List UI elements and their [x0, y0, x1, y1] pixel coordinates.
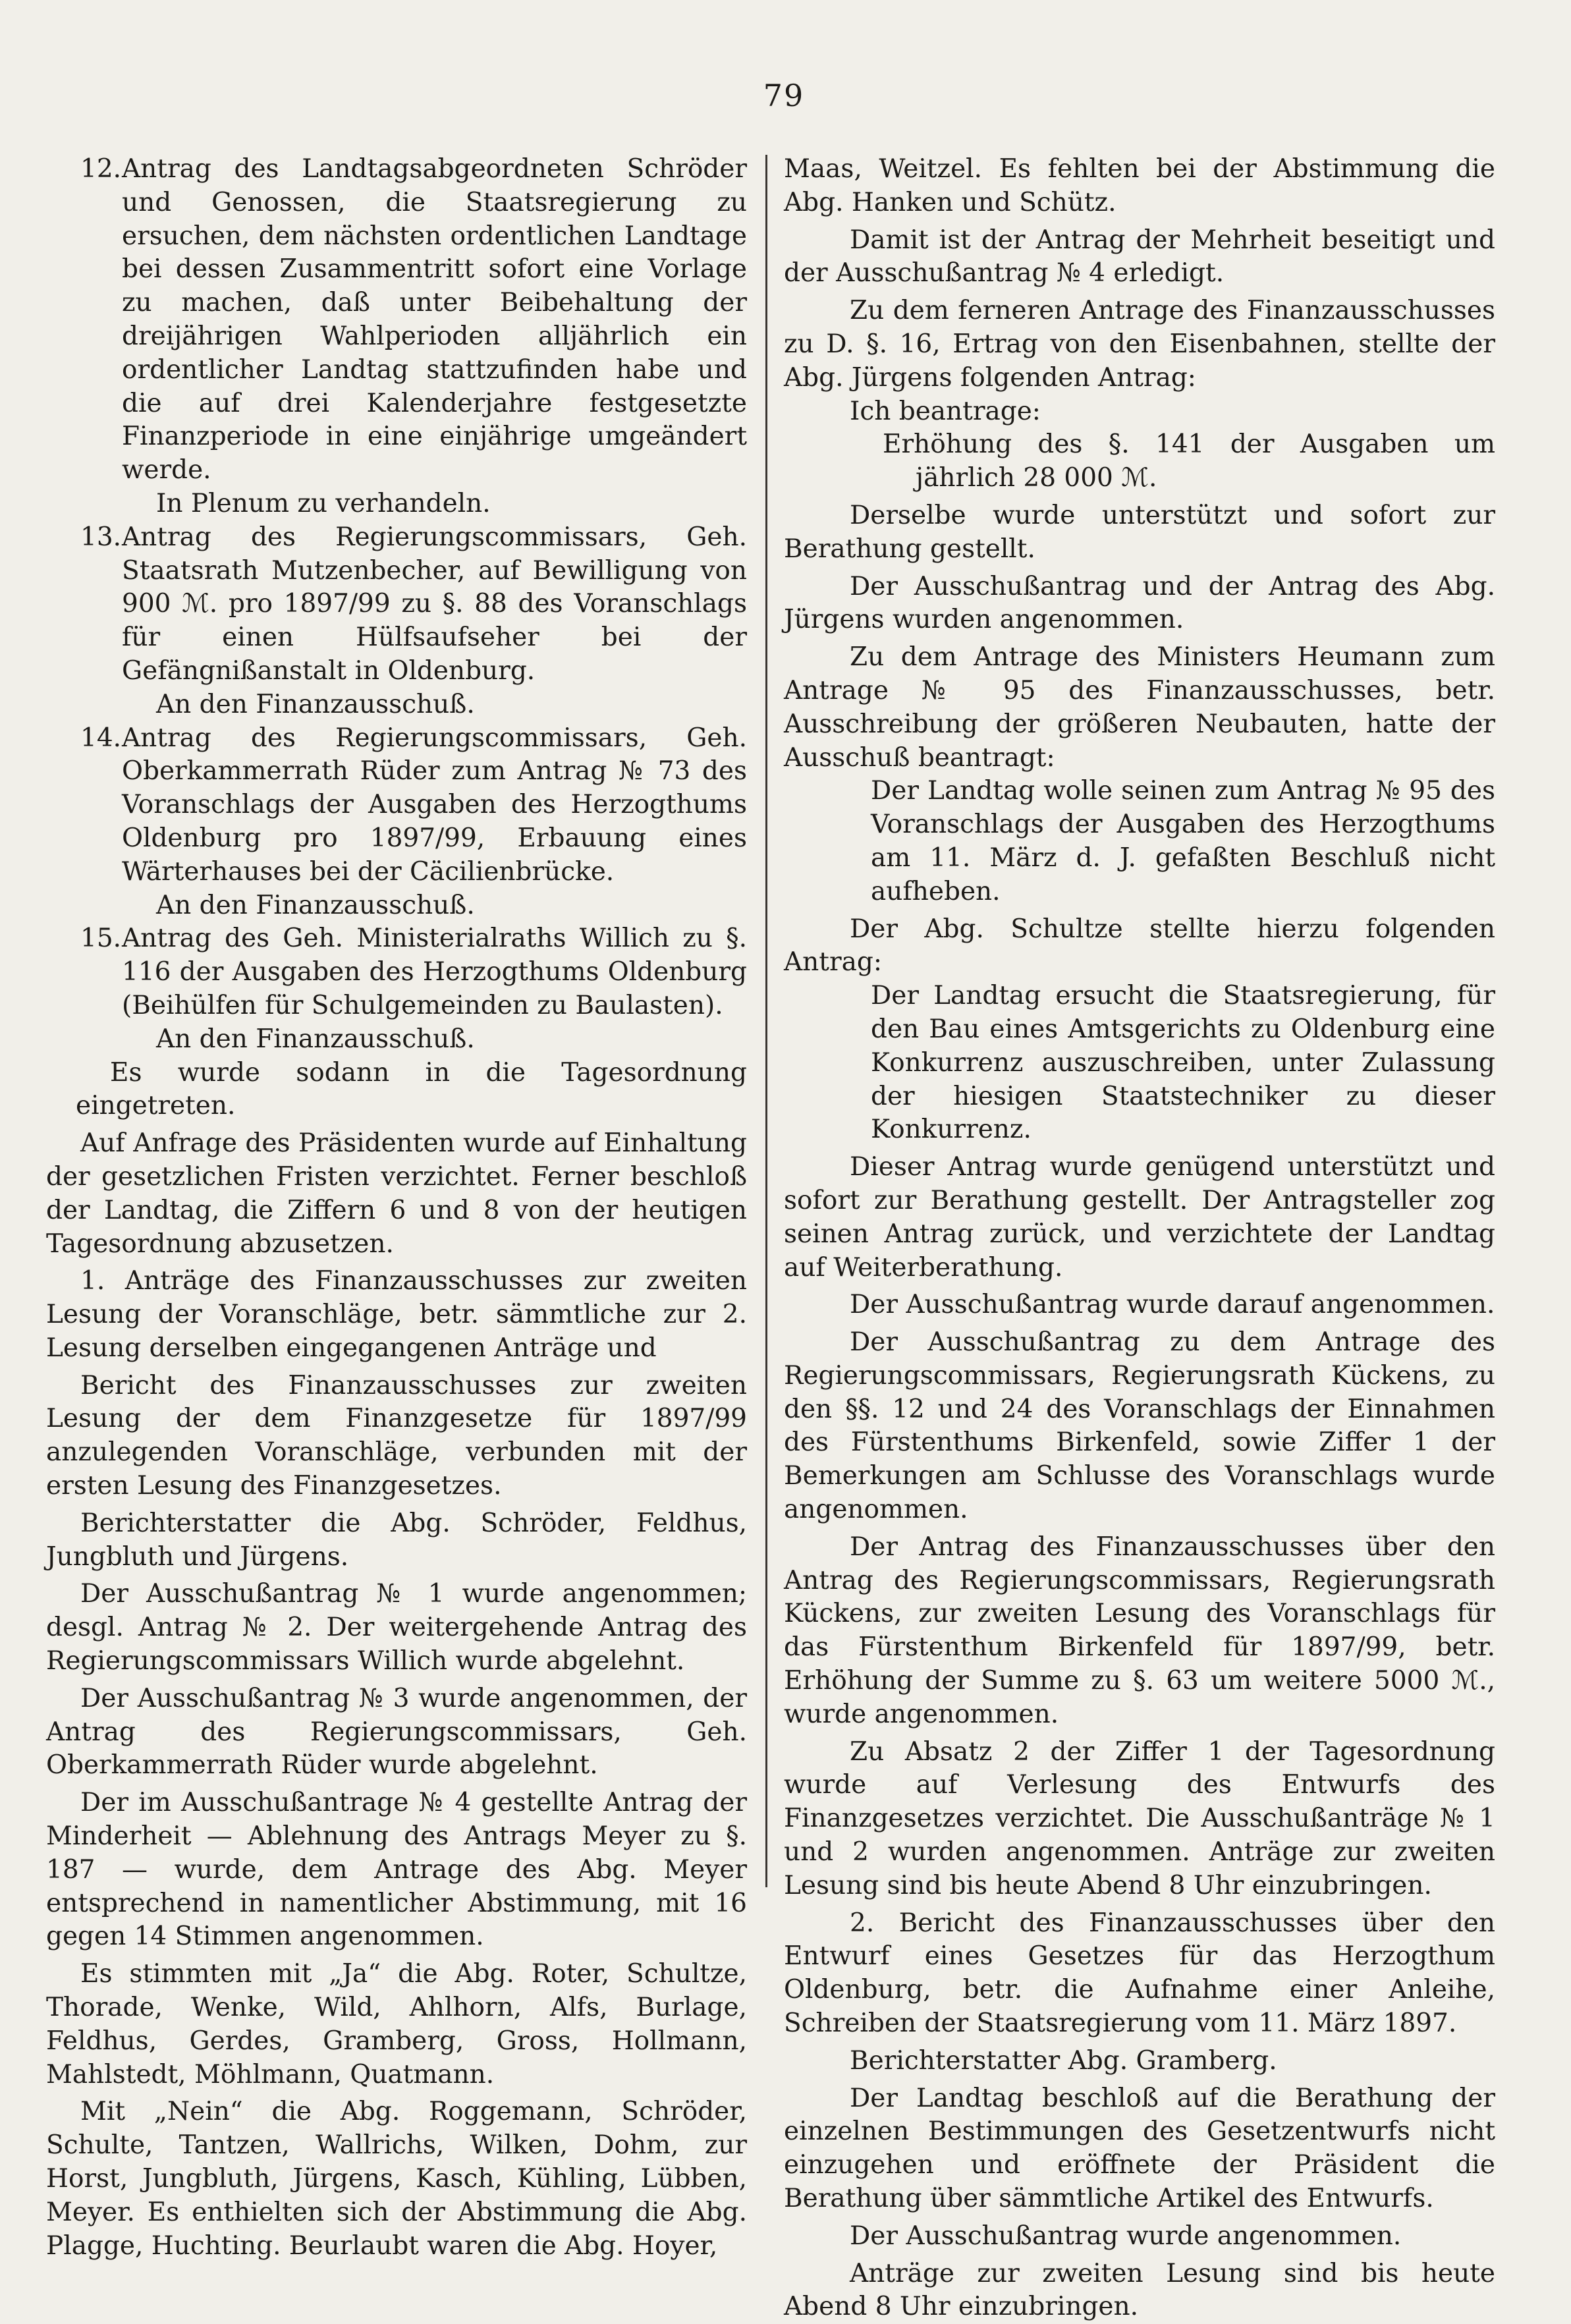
paragraph: Der Ausschußantrag wurde darauf angenommen. — [850, 1290, 1495, 1320]
right-column — [784, 153, 1495, 2324]
paragraph: Damit ist der Antrag der Mehrheit beseitigt und der Ausschußantrag № 4 erledigt. — [784, 225, 1495, 289]
paragraph: Berichterstatter Abg. Gramberg. — [850, 2045, 1277, 2076]
paragraph: Der Abg. Schultze stellte hierzu folgenden Antrag: — [784, 914, 1495, 978]
item-text: Antrag des Geh. Ministerialraths Willich zu §. 116 der Ausgaben des Herzogthums Oldenburg (Beihülfen für Schulgemeinden zu Baulasten). — [122, 924, 747, 1020]
paragraph: Der Ausschußantrag № 1 wurde angenommen; desgl. Antrag № 2. Der weitergehende Antrag des Regierungscommissars Willich wurde abgelehnt. — [46, 1579, 747, 1676]
item-text: Antrag des Landtagsabgeordneten Schröder und Genossen, die Staatsregierung zu ersuchen, dem nächsten ordentlichen Landtage bei dessen Zusammentritt sofort eine Vorlage zu machen, daß unter Beibehaltung der dreijährigen Wahlperioden alljährlich ein ordentlicher Landtag stattzufinden habe und die auf drei Kalenderjahre festgesetzte Finanzperiode in eine einjährige umgeändert werde. — [122, 154, 747, 485]
column-divider — [765, 155, 767, 1887]
item-note: An den Finanzausschuß. — [156, 890, 475, 920]
paragraph: Der Ausschußantrag № 3 wurde angenommen, der Antrag des Regierungscommissars, Geh. Oberkammerrath Rüder wurde abgelehnt. — [46, 1683, 747, 1781]
paragraph: Zu Absatz 2 der Ziffer 1 der Tagesordnung wurde auf Verlesung des Entwurfs des Finanzgesetzes verzichtet. Die Ausschußanträge № 1 und 2 wurden angenommen. Anträge zur zweiten Lesung sind bis heute Abend 8 Uhr einzubringen. — [784, 1736, 1495, 1900]
item-text: Antrag des Regierungscommissars, Geh. Staatsrath Mutzenbecher, auf Bewilligung von 900 ℳ. pro 1897/99 zu §. 88 des Voranschlags für einen Hülfsaufseher bei der Gefängnißanstalt in Oldenburg. — [122, 522, 747, 686]
list-item — [46, 153, 747, 521]
item-number: 12. — [80, 154, 122, 184]
paragraph: Anträge zur zweiten Lesung sind bis heute Abend 8 Uhr einzubringen. — [784, 2258, 1495, 2322]
paragraph: Der im Ausschußantrage № 4 gestellte Antrag der Minderheit — Ablehnung des Antrags Meyer zu §. 187 — wurde, dem Antrage des Abg. Meyer entsprechend in namentlicher Abstimmung, mit 16 gegen 14 Stimmen angenommen. — [46, 1788, 747, 1952]
list-item — [46, 922, 747, 1056]
list-item — [46, 722, 747, 923]
paragraph: Ich beantrage: — [850, 396, 1041, 426]
paragraph: Der Ausschußantrag zu dem Antrage des Regierungscommissars, Regierungsrath Kückens, zu den §§. 12 und 24 des Voranschlags der Einnahmen des Fürstenthums Birkenfeld, sowie Ziffer 1 der Bemerkungen am Schlusse des Voranschlags wurde angenommen. — [784, 1327, 1495, 1525]
paragraph: Berichterstatter die Abg. Schröder, Feldhus, Jungbluth und Jürgens. — [46, 1508, 747, 1572]
page-number: 79 — [763, 78, 805, 113]
list-item — [46, 521, 747, 722]
paragraph: Es stimmten mit „Ja“ die Abg. Roter, Schultze, Thorade, Wenke, Wild, Ahlhorn, Alfs, Burlage, Feldhus, Gerdes, Gramberg, Gross, Hollmann, Mahlstedt, Möhlmann, Quatmann. — [46, 1959, 747, 2089]
paragraph: Zu dem Antrage des Ministers Heumann zum Antrage № 95 des Finanzausschusses, betr. Ausschreibung der größeren Neubauten, hatte der Ausschuß beantragt: — [784, 642, 1495, 773]
paragraph: Mit „Nein“ die Abg. Roggemann, Schröder, Schulte, Tantzen, Wallrichs, Wilken, Dohm, zur Horst, Jungbluth, Jürgens, Kasch, Kühling, Lübben, Meyer. Es enthielten sich der Abstimmung die Abg. Plagge, Huchting. Beurlaubt waren die Abg. Hoyer, — [46, 2097, 747, 2261]
paragraph: Dieser Antrag wurde genügend unterstützt und sofort zur Berathung gestellt. Der Antragsteller zog seinen Antrag zurück, und verzichtete der Landtag auf Weiterberathung. — [784, 1152, 1495, 1283]
paragraph: 2. Bericht des Finanzausschusses über den Entwurf eines Gesetzes für das Herzogthum Oldenburg, betr. die Aufnahme einer Anleihe, Schreiben der Staatsregierung vom 11. März 1897. — [784, 1908, 1495, 2039]
item-note: An den Finanzausschuß. — [156, 1024, 475, 1054]
paragraph: Zu dem ferneren Antrage des Finanzausschusses zu D. §. 16, Ertrag von den Eisenbahnen, stellte der Abg. Jürgens folgenden Antrag: — [784, 296, 1495, 393]
item-note: An den Finanzausschuß. — [156, 689, 475, 719]
item-number: 14. — [80, 723, 122, 753]
item-text: Antrag des Regierungscommissars, Geh. Oberkammerrath Rüder zum Antrag № 73 des Voranschlags der Ausgaben des Herzogthums Oldenburg pro 1897/99, Erbauung eines Wärterhauses bei der Cäcilienbrücke. — [122, 723, 747, 887]
paragraph: 1. Anträge des Finanzausschusses zur zweiten Lesung der Voranschläge, betr. sämmtliche zur 2. Lesung derselben eingegangenen Anträge und — [46, 1266, 747, 1363]
paragraph: Es wurde sodann in die Tagesordnung eingetreten. — [76, 1057, 747, 1121]
paragraph: Der Ausschußantrag und der Antrag des Abg. Jürgens wurden angenommen. — [784, 571, 1495, 635]
paragraph: Maas, Weitzel. Es fehlten bei der Abstimmung die Abg. Hanken und Schütz. — [784, 154, 1495, 217]
paragraph: Bericht des Finanzausschusses zur zweiten Lesung der dem Finanzgesetze für 1897/99 anzulegenden Voranschläge, verbunden mit der ersten Lesung des Finanzgesetzes. — [46, 1370, 747, 1501]
paragraph: Der Ausschußantrag wurde angenommen. — [850, 2221, 1402, 2251]
item-number: 13. — [80, 522, 122, 552]
quoted-motion: Der Landtag wolle seinen zum Antrag № 95 des Voranschlags der Ausgaben des Herzogthums am 11. März d. J. gefaßten Beschluß nicht aufheben. — [871, 776, 1495, 906]
quoted-motion: Der Landtag ersucht die Staatsregierung, für den Bau eines Amtsgerichts zu Oldenburg eine Konkurrenz auszuschreiben, unter Zulassung der hiesigen Staatstechniker zu dieser Konkurrenz. — [871, 981, 1495, 1145]
item-note: In Plenum zu verhandeln. — [156, 488, 491, 518]
quoted-motion: Erhöhung des §. 141 der Ausgaben um jährlich 28 000 ℳ. — [883, 429, 1495, 493]
paragraph: Der Antrag des Finanzausschusses über den Antrag des Regierungscommissars, Regierungsrath Kückens, zur zweiten Lesung des Voranschlags für das Fürstenthum Birkenfeld für 1897/99, betr. Erhöhung der Summe zu §. 63 um weitere 5000 ℳ., wurde angenommen. — [784, 1532, 1495, 1729]
item-number: 15. — [80, 924, 122, 954]
paragraph: Auf Anfrage des Präsidenten wurde auf Einhaltung der gesetzlichen Fristen verzichtet. Ferner beschloß der Landtag, die Ziffern 6 und 8 von der heutigen Tagesordnung abzusetzen. — [46, 1128, 747, 1259]
paragraph: Der Landtag beschloß auf die Berathung der einzelnen Bestimmungen des Gesetzentwurfs nicht einzugehen und eröffnete der Präsident die Berathung über sämmtliche Artikel des Entwurfs. — [784, 2083, 1495, 2214]
left-column — [46, 153, 747, 2263]
paragraph: Derselbe wurde unterstützt und sofort zur Berathung gestellt. — [784, 500, 1495, 564]
